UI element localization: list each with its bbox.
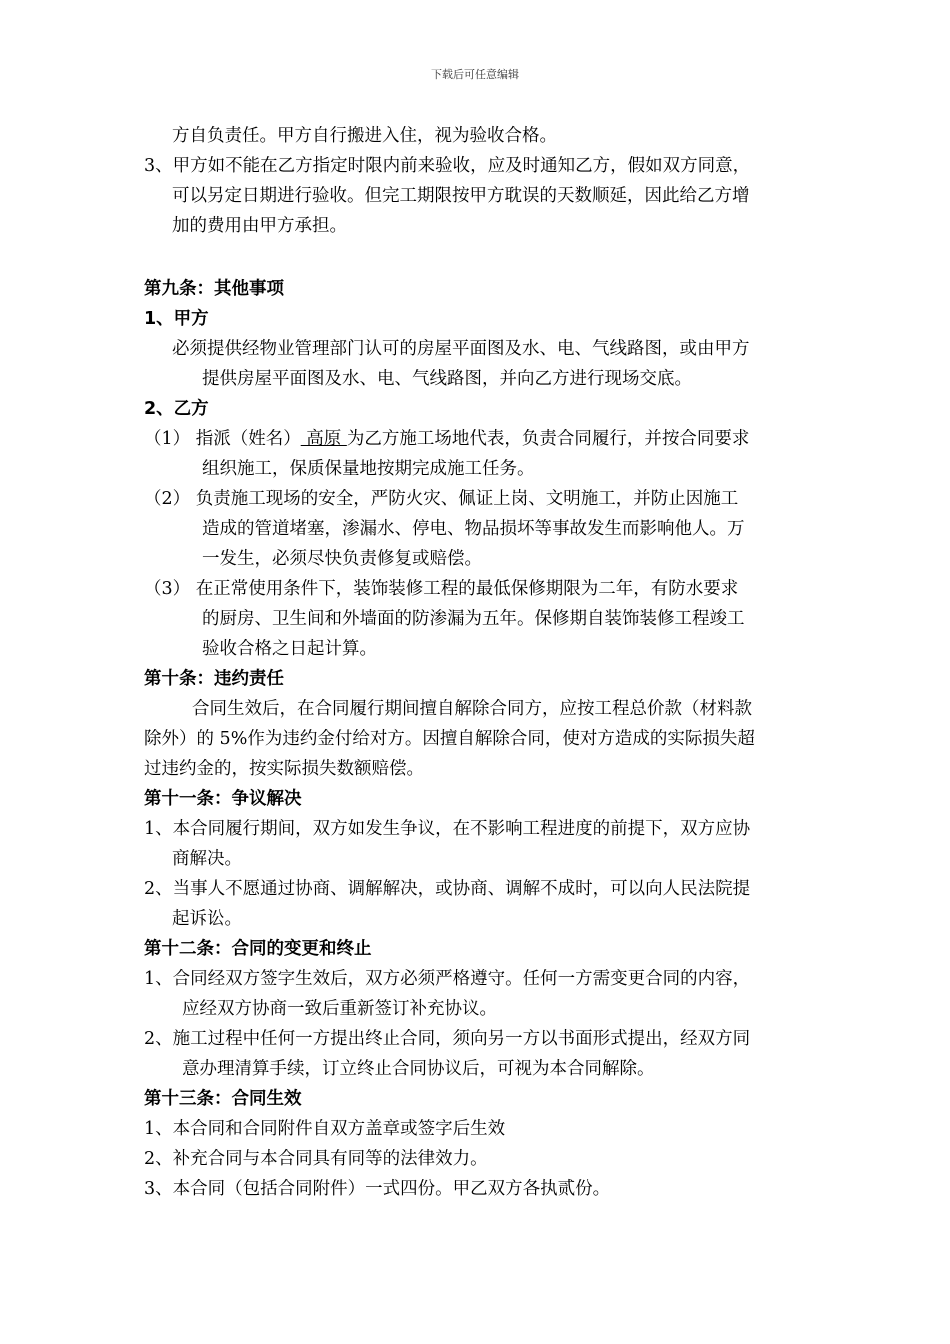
party-a-line: 必须提供经物业管理部门认可的房屋平面图及水、电、气线路图，或由甲方 [172,339,750,359]
party-b-item-3: （3） 在正常使用条件下，装饰装修工程的最低保修期限为二年，有防水要求 [144,579,739,599]
party-b-item-2-line: 造成的管道堵塞，渗漏水、停电、物品损坏等事故发生而影响他人。万 [202,519,745,539]
article12-item-2: 2、施工过程中任何一方提出终止合同，须向另一方以书面形式提出，经双方同 [144,1029,751,1049]
article13-item-2: 2、补充合同与本合同具有同等的法律效力。 [144,1149,488,1169]
article9-title: 第九条：其他事项 [144,279,284,299]
article12-title: 第十二条：合同的变更和终止 [144,939,372,959]
article8-line: 方自负责任。甲方自行搬进入住，视为验收合格。 [172,126,557,146]
article13-title: 第十三条：合同生效 [144,1089,302,1109]
representative-name: 高原 [300,429,347,449]
party-b-item-1-line: 组织施工，保质保量地按期完成施工任务。 [202,459,535,479]
party-a-heading: 1、甲方 [144,309,209,329]
party-b-item-2: （2） 负责施工现场的安全，严防火灾、佩证上岗、文明施工，并防止因施工 [144,489,739,509]
article10-title: 第十条：违约责任 [144,669,284,689]
header-note: 下载后可任意编辑 [431,68,519,81]
item-1-prefix: （1） 指派（姓名） [144,429,301,449]
party-b-item-2-line: 一发生，必须尽快负责修复或赔偿。 [202,549,482,569]
article12-item-1-line: 应经双方协商一致后重新签订补充协议。 [182,999,497,1019]
party-b-heading: 2、乙方 [144,399,209,419]
article11-item-1: 1、本合同履行期间，双方如发生争议，在不影响工程进度的前提下，双方应协 [144,819,751,839]
article10-line: 除外）的 5%作为违约金付给对方。因擅自解除合同，使对方造成的实际损失超 [144,729,755,749]
article11-item-1-line: 商解决。 [172,849,242,869]
article8-item-3: 3、甲方如不能在乙方指定时限内前来验收，应及时通知乙方，假如双方同意， [144,156,751,176]
article12-item-2-line: 意办理清算手续，订立终止合同协议后，可视为本合同解除。 [182,1059,655,1079]
party-a-line: 提供房屋平面图及水、电、气线路图，并向乙方进行现场交底。 [202,369,692,389]
article10-line: 合同生效后，在合同履行期间擅自解除合同方，应按工程总价款（材料款 [192,699,752,719]
article13-item-1: 1、本合同和合同附件自双方盖章或签字后生效 [144,1119,506,1139]
article8-line: 加的费用由甲方承担。 [172,216,347,236]
article10-line: 过违约金的，按实际损失数额赔偿。 [144,759,424,779]
article12-item-1: 1、合同经双方签字生效后，双方必须严格遵守。任何一方需变更合同的内容， [144,969,751,989]
article11-item-2: 2、当事人不愿通过协商、调解解决，或协商、调解不成时，可以向人民法院提 [144,879,751,899]
article11-item-2-line: 起诉讼。 [172,909,242,929]
article13-item-3: 3、本合同（包括合同附件）一式四份。甲乙双方各执贰份。 [144,1179,611,1199]
article8-line: 可以另定日期进行验收。但完工期限按甲方耽误的天数顺延，因此给乙方增 [172,186,750,206]
party-b-item-3-line: 验收合格之日起计算。 [202,639,377,659]
party-b-item-1 [144,427,749,451]
party-b-item-3-line: 的厨房、卫生间和外墙面的防渗漏为五年。保修期自装饰装修工程竣工 [202,609,745,629]
item-1-rest: 为乙方施工场地代表，负责合同履行，并按合同要求 [346,429,750,449]
article11-title: 第十一条：争议解决 [144,789,302,809]
